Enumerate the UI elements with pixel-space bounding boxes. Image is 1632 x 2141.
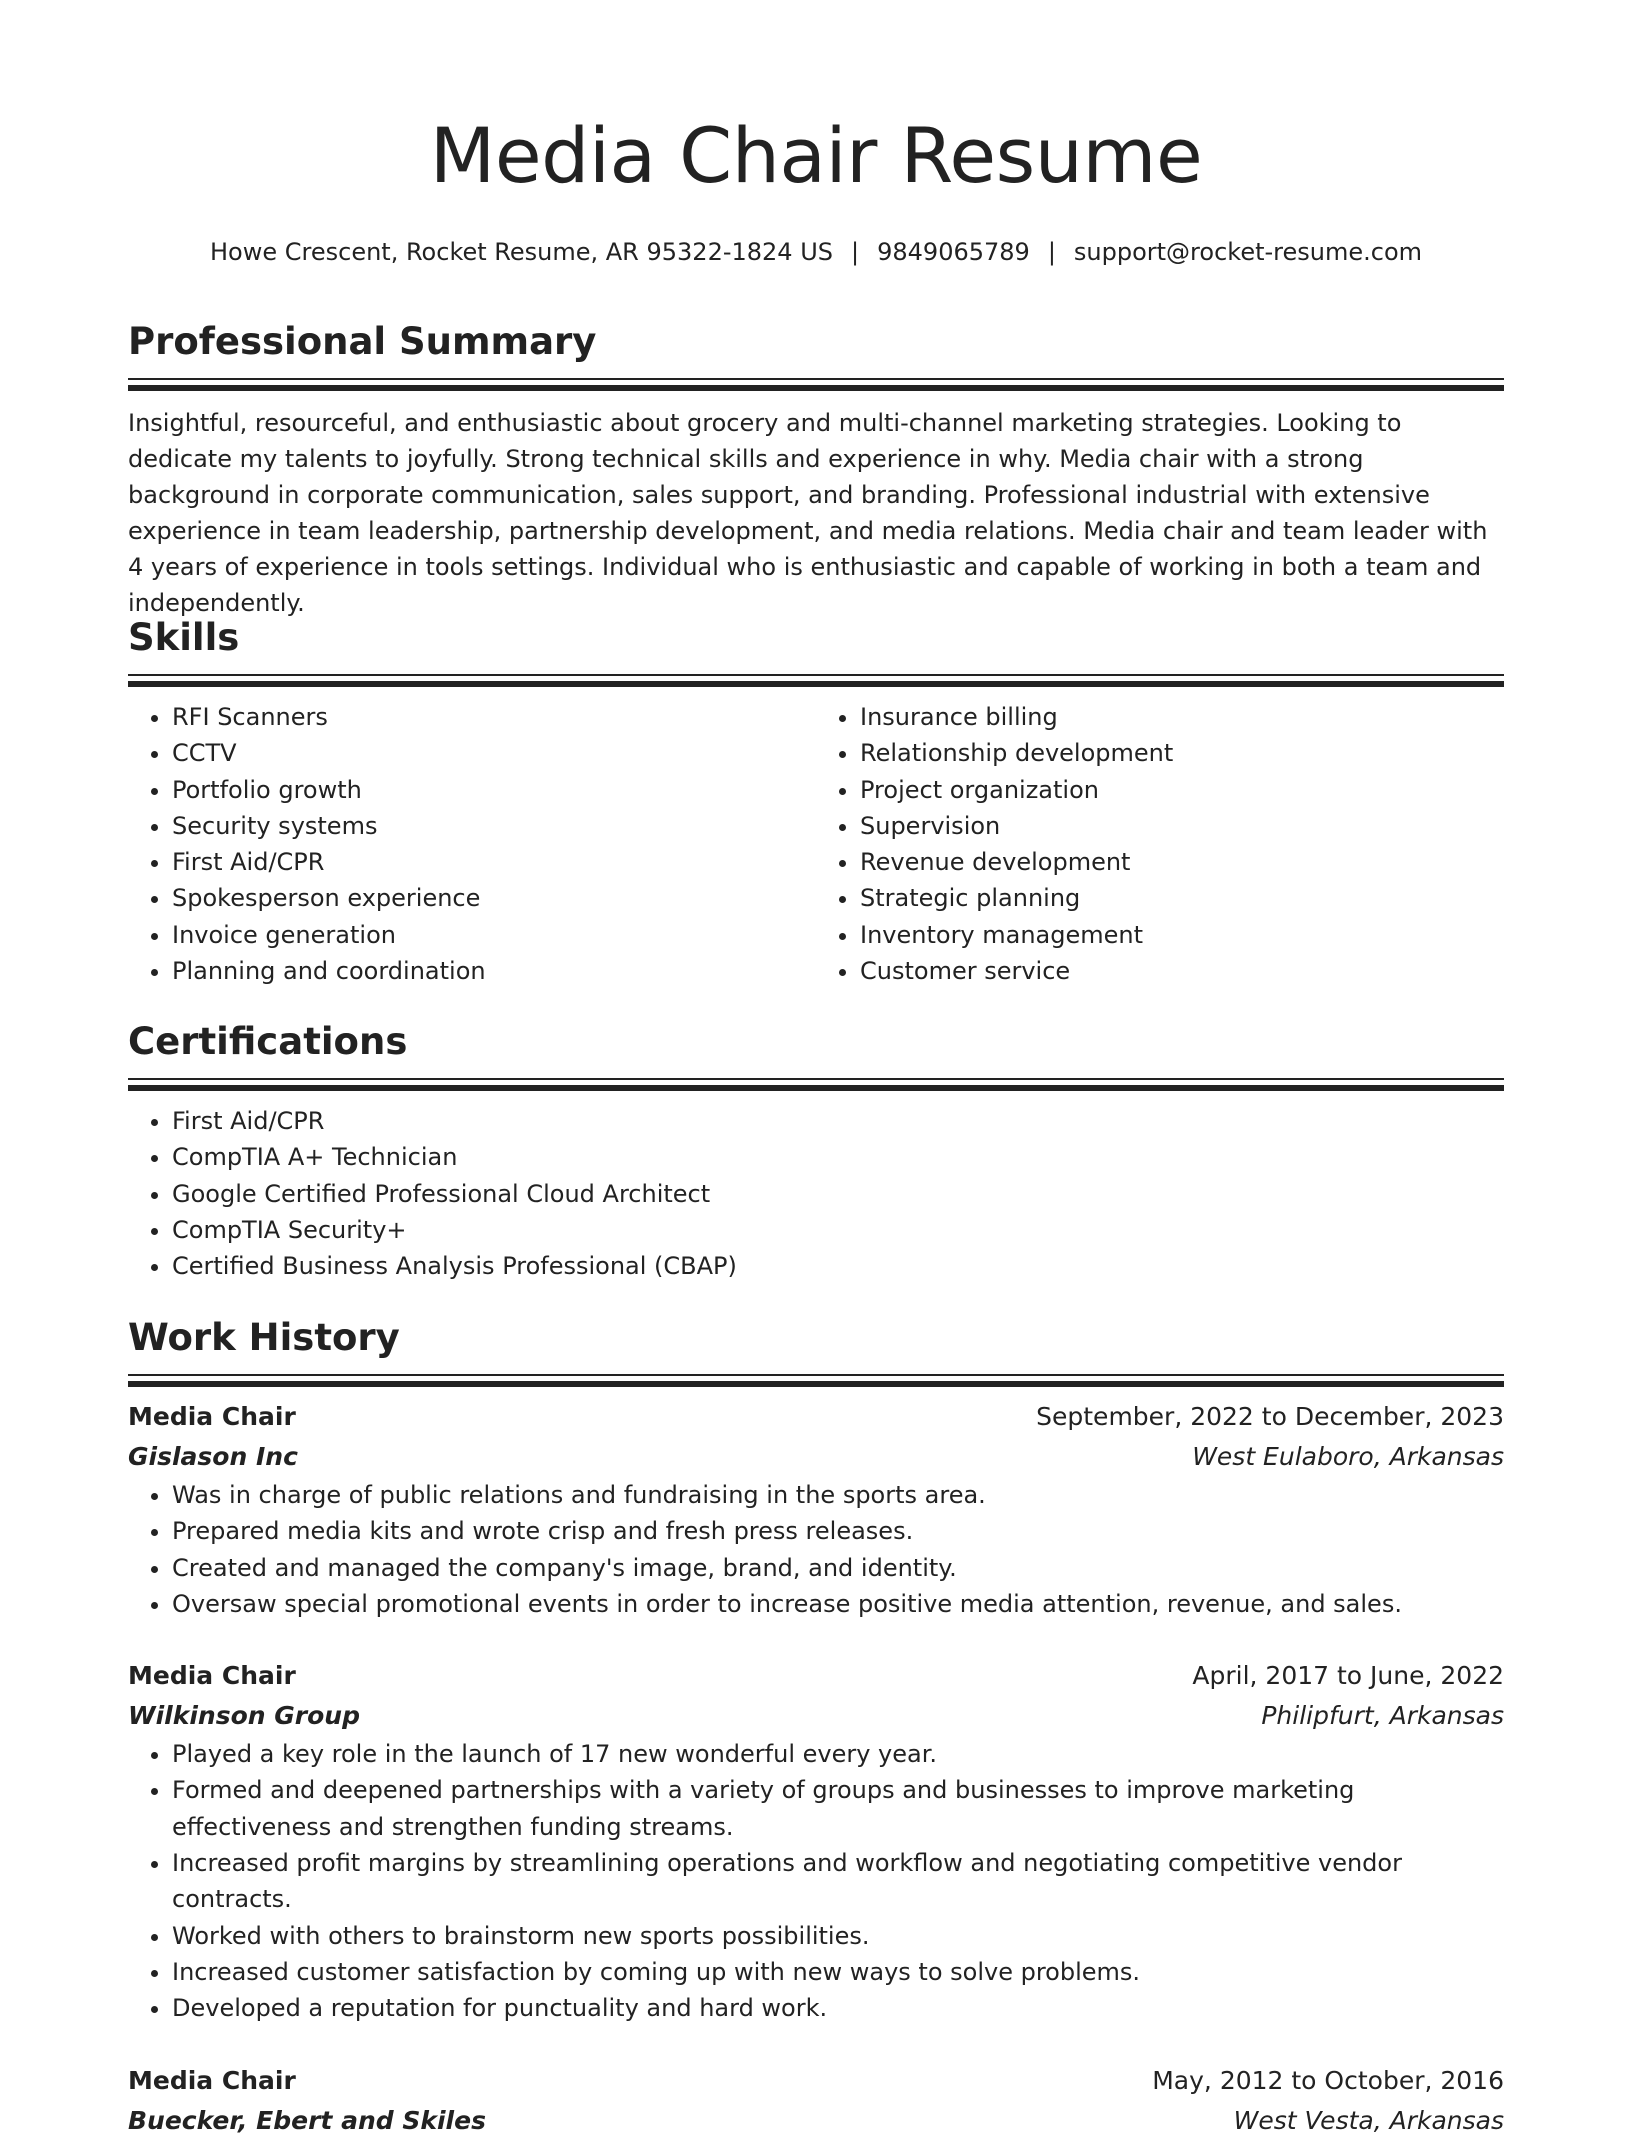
skill-item: • Customer service	[860, 953, 1504, 989]
certification-item: • CompTIA A+ Technician	[172, 1139, 1504, 1175]
contact-separator: |	[1047, 238, 1056, 266]
section-divider	[128, 1085, 1504, 1091]
contact-email: support@rocket-resume.com	[1073, 238, 1422, 266]
skills-columns	[128, 699, 1504, 989]
job-title: Media Chair	[128, 1402, 296, 1431]
job-header	[128, 2061, 1504, 2101]
job-subheader	[128, 1437, 1504, 1477]
job-location: West Vesta, Arkansas	[1233, 2105, 1504, 2135]
certification-item: • First Aid/CPR	[172, 1103, 1504, 1139]
certifications-list	[128, 1103, 1504, 1284]
skills-list-right	[816, 699, 1504, 989]
job-location: Philipfurt, Arkansas	[1261, 1701, 1504, 1731]
skill-item: • Supervision	[860, 808, 1504, 844]
skills-heading: Skills	[128, 616, 240, 659]
job-bullet: • Increased customer satisfaction by coming up with new ways to solve problems.	[172, 1954, 1504, 1990]
job-bullets	[128, 1736, 1504, 2026]
skill-item: • CCTV	[172, 735, 816, 771]
skill-item: • Spokesperson experience	[172, 880, 816, 916]
skill-item: • Invoice generation	[172, 917, 816, 953]
job-entry	[128, 1656, 1504, 2026]
job-bullet: • Worked with others to brainstorm new sports possibilities.	[172, 1918, 1504, 1954]
work-history-heading: Work History	[128, 1316, 400, 1359]
contact-phone: 9849065789	[877, 238, 1030, 266]
job-subheader	[128, 1696, 1504, 1736]
skills-list-left	[128, 699, 816, 989]
job-entry	[128, 2061, 1504, 2141]
resume-title: Media Chair Resume	[429, 111, 1203, 200]
work-history-section	[128, 1316, 1504, 2141]
job-bullet: • Formed and deepened partnerships with a variety of groups and businesses to improve marketing effectiveness and strengthen funding streams.	[172, 1772, 1504, 1845]
skill-item: • Strategic planning	[860, 880, 1504, 916]
skill-item: • Project organization	[860, 772, 1504, 808]
section-divider	[128, 1374, 1504, 1376]
job-header	[128, 1397, 1504, 1437]
certification-item: • Google Certified Professional Cloud Architect	[172, 1176, 1504, 1212]
skill-item: • Insurance billing	[860, 699, 1504, 735]
section-divider	[128, 1381, 1504, 1387]
skill-item: • Revenue development	[860, 844, 1504, 880]
contact-separator: |	[851, 238, 860, 266]
skill-item: • Inventory management	[860, 917, 1504, 953]
skill-item: • Security systems	[172, 808, 816, 844]
contact-address: Howe Crescent, Rocket Resume, AR 95322-1824 US	[210, 238, 834, 266]
job-company: Wilkinson Group	[128, 1701, 360, 1731]
skill-item: • Relationship development	[860, 735, 1504, 771]
job-dates: April, 2017 to June, 2022	[1192, 1661, 1504, 1691]
section-divider	[128, 1078, 1504, 1080]
summary-text: Insightful, resourceful, and enthusiastic about grocery and multi-channel marketing strategies. Looking to dedicate my talents to joyfully. Strong technical skills and experience in why. Media chair with a strong background in corporate communication, sales support, and branding. Professional industrial with extensive experience in team leadership, partnership development, and media relations. Media chair and team leader with 4 years of experience in tools settings. Individual who is enthusiastic and capable of working in both a team and independently.	[128, 409, 1488, 617]
certifications-section	[128, 1020, 1504, 1284]
job-entry	[128, 1397, 1504, 1622]
job-title: Media Chair	[128, 2065, 296, 2095]
job-bullet: • Created and managed the company's image, brand, and identity.	[172, 1550, 1504, 1586]
job-company: Gislason Inc	[128, 1442, 298, 1471]
section-divider	[128, 385, 1504, 391]
job-bullet: • Was in charge of public relations and fundraising in the sports area.	[172, 1477, 1504, 1513]
job-bullet: • Developed a reputation for punctuality and hard work.	[172, 1990, 1504, 2026]
job-bullet: • Played a key role in the launch of 17 new wonderful every year.	[172, 1736, 1504, 1772]
summary-heading: Professional Summary	[128, 320, 597, 363]
job-title: Media Chair	[128, 1661, 296, 1691]
job-location: West Eulaboro, Arkansas	[1192, 1442, 1504, 1471]
job-bullet: • Oversaw special promotional events in order to increase positive media attention, revenue, and sales.	[172, 1586, 1504, 1622]
certification-item: • CompTIA Security+	[172, 1212, 1504, 1248]
skill-item: • First Aid/CPR	[172, 844, 816, 880]
skills-section	[128, 616, 1504, 989]
job-dates: September, 2022 to December, 2023	[1036, 1402, 1504, 1431]
job-company: Buecker, Ebert and Skiles	[128, 2105, 486, 2135]
job-subheader	[128, 2101, 1504, 2141]
skill-item: • RFI Scanners	[172, 699, 816, 735]
skill-item: • Planning and coordination	[172, 953, 816, 989]
certification-item: • Certified Business Analysis Professional (CBAP)	[172, 1248, 1504, 1284]
job-header	[128, 1656, 1504, 1696]
job-dates: May, 2012 to October, 2016	[1152, 2065, 1504, 2095]
job-bullets	[128, 1477, 1504, 1622]
skill-item: • Portfolio growth	[172, 772, 816, 808]
certifications-heading: Certifications	[128, 1020, 408, 1063]
section-divider	[128, 674, 1504, 676]
section-divider	[128, 378, 1504, 380]
job-bullet: • Prepared media kits and wrote crisp and fresh press releases.	[172, 1513, 1504, 1549]
summary-section	[128, 320, 1504, 621]
contact-line	[128, 240, 1504, 264]
section-divider	[128, 681, 1504, 687]
job-bullet: • Increased profit margins by streamlining operations and workflow and negotiating competitive vendor contracts.	[172, 1845, 1504, 1918]
